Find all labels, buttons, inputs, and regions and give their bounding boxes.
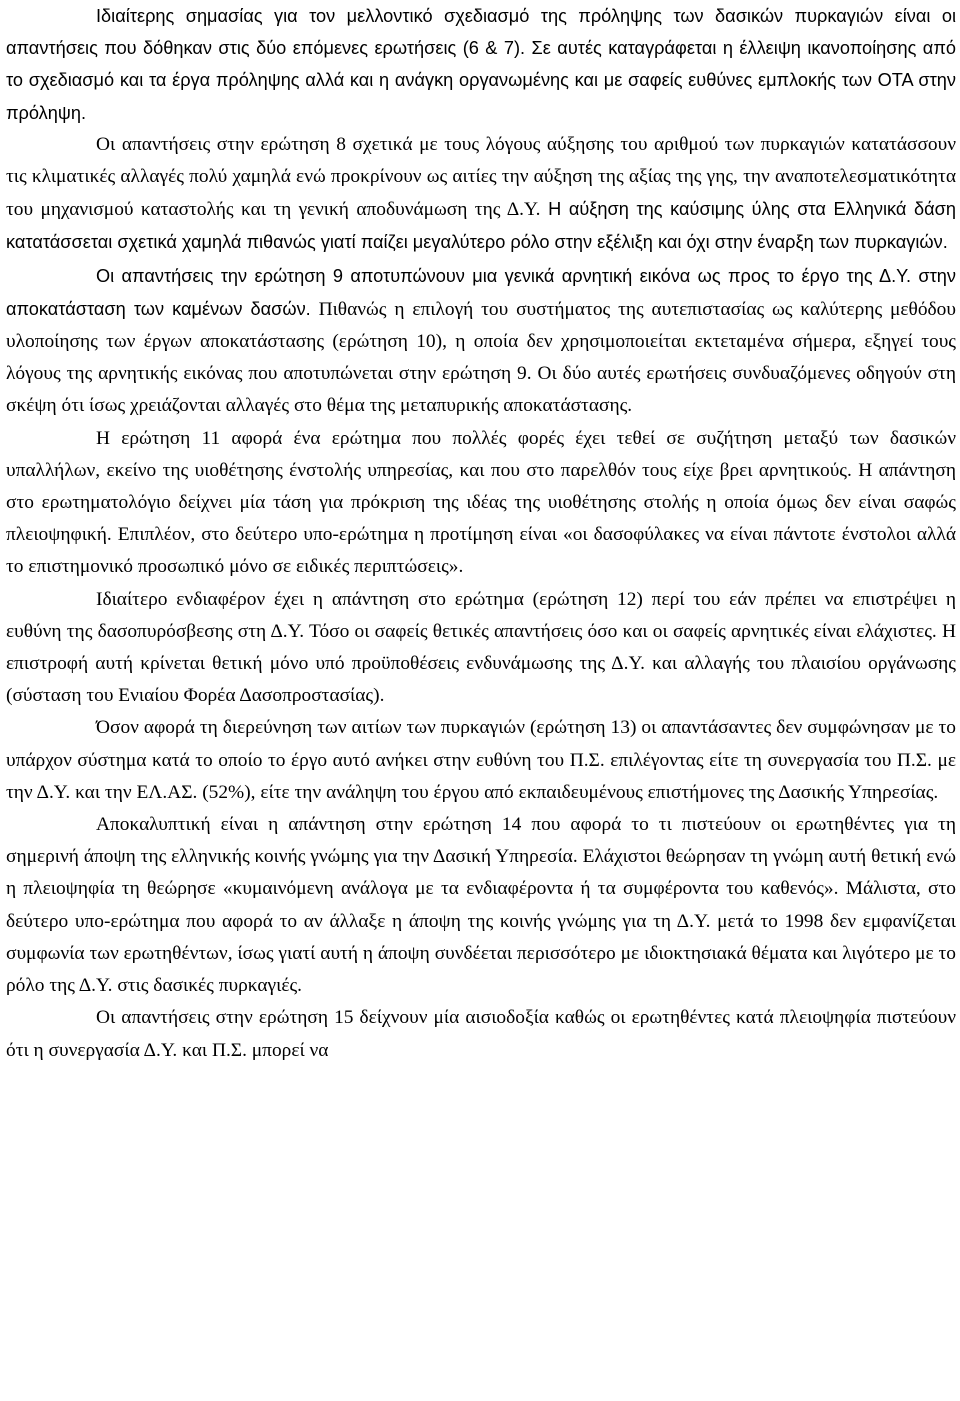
paragraph-3 — [6, 260, 956, 423]
paragraph-1: Ιδιαίτερης σημασίας για τον μελλοντικό σχεδιασμό της πρόληψης των δασικών πυρκαγιών είναι οι απαντήσεις που δόθηκαν στις δύο επόμενες ερωτήσεις (6 & 7). Σε αυτές καταγράφεται η έλλειψη ικανοποίησης από το σχεδιασμό και τα έργα πρόληψης αλλά και η ανάγκη οργανωμένης και με σαφείς ευθύνες εμπλοκής των ΟΤΑ στην πρόληψη. — [6, 6, 956, 123]
paragraph-2-part-2: Η αύξηση της καύσιμης ύλης στα Ελληνικά δάση κατατάσσεται σχετικά χαμηλά πιθανώς γιατί παίζει μεγαλύτερο ρόλο στην εξέλιξη και όχι στην έναρξη των πυρκαγιών. — [6, 199, 956, 253]
paragraph-2 — [6, 129, 956, 260]
paragraph-4: Η ερώτηση 11 αφορά ένα ερώτημα που πολλές φορές έχει τεθεί σε συζήτηση μεταξύ των δασικών υπαλλήλων, εκείνο της υιοθέτησης ένστολής υπηρεσίας, και που στο παρελθόν τους είχε βρει αρνητικούς. Η απάντηση στο ερωτηματολόγιο δείχνει μία τάση για πρόκριση της ιδέας της υιοθέτησης στολής η οποία όμως δεν είναι σαφώς πλειοψηφική. Επιπλέον, στο δεύτερο υπο-ερώτημα η προτίμηση είναι «οι δασοφύλακες να είναι πάντοτε ένστολοι αλλά το επιστημονικό προσωπικό μόνο σε ειδικές περιπτώσεις». — [6, 427, 956, 578]
paragraph-3-part-1: Οι απαντήσεις την ερώτηση 9 αποτυπώνουν μια γενικά αρνητική εικόνα ως προς το έργο της Δ.Υ. στην αποκατάσταση των καμένων δασών. — [6, 265, 956, 319]
paragraph-3-part-2: Πιθανώς η επιλογή του συστήματος της αυτεπιστασίας ως καλύτερης μεθόδου υλοποίησης των έργων αποκατάστασης (ερώτηση 10), η οποία δεν χρησιμοποιείται εκτεταμένα σήμερα, εξηγεί τους λόγους της αρνητικής εικόνας που αποτυπώνεται στην ερώτηση 9. Οι δύο αυτές ερωτήσεις συνδυαζόμενες οδηγούν στη σκέψη ότι ίσως χρειάζονται αλλαγές στο θέμα της μεταπυρικής αποκατάστασης. — [6, 298, 956, 417]
paragraph-7: Αποκαλυπτική είναι η απάντηση στην ερώτηση 14 που αφορά το τι πιστεύουν οι ερωτηθέντες για τη σημερινή άποψη της ελληνικής κοινής γνώμης για την Δασική Υπηρεσία. Ελάχιστοι θεώρησαν τη γνώμη αυτή θετική ενώ η πλειοψηφία τη θεώρησε «κυμαινόμενη ανάλογα με τα ενδιαφέροντα ή τα συμφέροντα του καθενός». Μάλιστα, στο δεύτερο υπο-ερώτημα που αφορά το αν άλλαξε η άποψη της κοινής γνώμης για τη Δ.Υ. μετά το 1998 δεν εμφανίζεται συμφωνία των ερωτηθέντων, ίσως γιατί αυτή η άποψη συνδέεται περισσότερο με ιδιοκτησιακά θέματα και λιγότερο με το ρόλο της Δ.Υ. στις δασικές πυρκαγιές. — [6, 814, 956, 997]
document-page — [6, 0, 956, 1401]
paragraph-2-part-1: Οι απαντήσεις στην ερώτηση 8 σχετικά με τους λόγους αύξησης του αριθμού των πυρκαγιών κατατάσσουν τις κλιματικές αλλαγές πολύ χαμηλά ενώ προκρίνουν ως αιτίες την αύξηση της αξίας της γης, την αναποτελεσματικότητα του μηχανισμού καταστολής και τη γενική αποδυνάμωση της Δ.Υ. — [6, 133, 956, 221]
paragraph-5: Ιδιαίτερο ενδιαφέρον έχει η απάντηση στο ερώτημα (ερώτηση 12) περί του εάν πρέπει να επιστρέψει η ευθύνη της δασοπυρόσβεσης στη Δ.Υ. Τόσο οι σαφείς θετικές απαντήσεις όσο και οι σαφείς αρνητικές είναι ελάχιστες. Η επιστροφή αυτή κρίνεται θετική μόνο υπό προϋποθέσεις ενδυνάμωσης της Δ.Υ. και αλλαγής του πλαισίου οργάνωσης (σύσταση του Ενιαίου Φορέα Δασοπροστασίας). — [6, 588, 956, 707]
paragraph-8: Οι απαντήσεις στην ερώτηση 15 δείχνουν μία αισιοδοξία καθώς οι ερωτηθέντες κατά πλειοψηφία πιστεύουν ότι η συνεργασία Δ.Υ. και Π.Σ. μπορεί να — [6, 1007, 956, 1061]
paragraph-6: Όσον αφορά τη διερεύνηση των αιτίων των πυρκαγιών (ερώτηση 13) οι απαντάσαντες δεν συμφώνησαν με το υπάρχον σύστημα κατά το οποίο το έργο αυτό ανήκει στην ευθύνη του Π.Σ. επιλέγοντας είτε τη συνεργασία του Π.Σ. με την Δ.Υ. και την ΕΛ.ΑΣ. (52%), είτε την ανάληψη του έργου από εκπαιδευμένους επιστήμονες της Δασικής Υπηρεσίας. — [6, 717, 956, 803]
